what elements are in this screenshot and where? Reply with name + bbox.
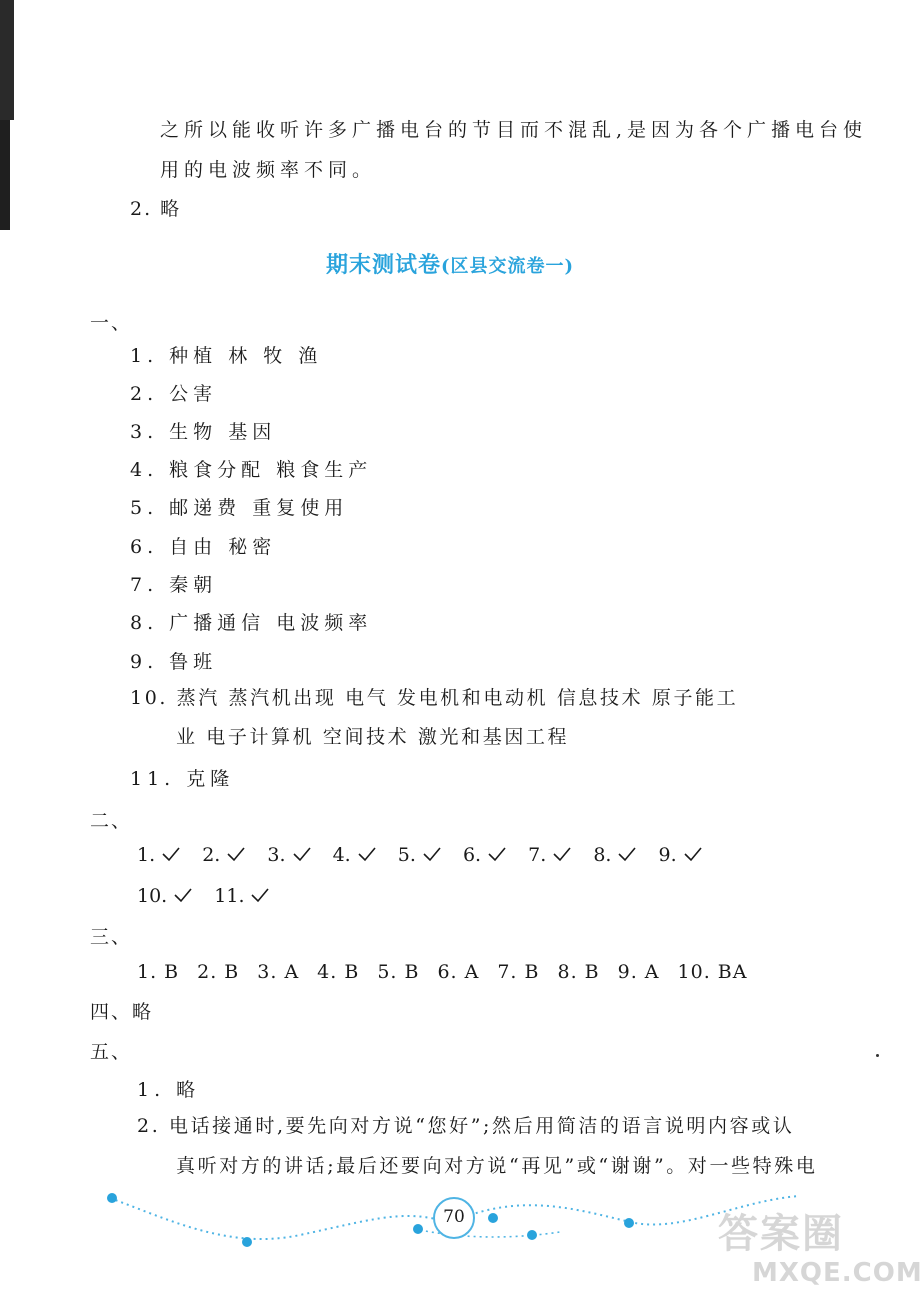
choice-answer: 2. B — [197, 961, 240, 983]
check-icon — [487, 845, 507, 863]
choice-answer: 4. B — [317, 961, 360, 983]
section-1-item-10-line-1: 10. 蒸汽 蒸汽机出现 电气 发电机和电动机 信息技术 原子能工 — [130, 687, 739, 709]
footer-dot — [242, 1237, 252, 1247]
section-1-item: 2. 公害 — [130, 383, 218, 405]
footer-dot — [488, 1213, 498, 1223]
section-1-item: 4. 粮食分配 粮食生产 — [130, 459, 373, 481]
section-2-row-1 — [137, 843, 703, 867]
section-1-item: 7. 秦朝 — [130, 574, 218, 596]
prev-answer-line-1: 之所以能收听许多广播电台的节目而不混乱,是因为各个广播电台使 — [160, 119, 868, 141]
choice-answer: 10. BA — [677, 961, 748, 983]
section-5-item-2-line-2: 真听对方的讲话;最后还要向对方说“再见”或“谢谢”。对一些特殊电 — [176, 1155, 818, 1177]
check-icon — [617, 845, 637, 863]
check-icon — [422, 845, 442, 863]
section-1-item: 8. 广播通信 电波频率 — [130, 612, 373, 634]
footer-dot — [527, 1230, 537, 1240]
check-icon — [357, 845, 377, 863]
check-icon — [161, 845, 181, 863]
check-icon — [173, 886, 193, 904]
footer-dot — [413, 1224, 423, 1234]
judgement-number: 2. — [202, 844, 221, 866]
title-sub: (区县交流卷一) — [440, 256, 575, 277]
watermark-logo: 答案圈 — [718, 1211, 844, 1257]
section-1-item: 6. 自由 秘密 — [130, 536, 277, 558]
judgement-number: 11. — [214, 885, 245, 907]
choice-answer: 6. A — [437, 961, 480, 983]
section-5-heading: 五、 — [90, 1041, 133, 1063]
choice-answer: 8. B — [557, 961, 600, 983]
prev-answer-line-2: 用的电波频率不同。 — [160, 159, 377, 181]
prev-answer-item-2: 2. 略 — [130, 198, 182, 220]
choice-answer: 1. B — [137, 961, 180, 983]
judgement-number: 8. — [593, 844, 612, 866]
section-2-row-2 — [137, 884, 285, 908]
check-icon — [226, 845, 246, 863]
section-4-heading: 四、略 — [90, 1001, 154, 1023]
judgement-number: 1. — [137, 844, 156, 866]
section-2-heading: 二、 — [90, 810, 133, 832]
check-icon — [552, 845, 572, 863]
judgement-number: 4. — [332, 844, 351, 866]
footer-dot — [624, 1218, 634, 1228]
judgement-number: 10. — [137, 885, 168, 907]
section-1-item: 9. 鲁班 — [130, 651, 218, 673]
binding-edge-shadow — [0, 0, 14, 120]
choice-answer: 3. A — [257, 961, 300, 983]
section-1-item: 3. 生物 基因 — [130, 421, 277, 443]
section-3-answers — [137, 960, 747, 984]
judgement-number: 7. — [528, 844, 547, 866]
check-icon — [683, 845, 703, 863]
watermark-url: MXQE.COM — [752, 1258, 923, 1288]
choice-answer: 5. B — [377, 961, 420, 983]
section-1-item: 1. 种植 林 牧 渔 — [130, 345, 323, 367]
footer-dot — [107, 1193, 117, 1203]
section-5-item-1: 1. 略 — [137, 1079, 201, 1101]
judgement-number: 6. — [462, 844, 482, 866]
section-1-item: 5. 邮递费 重复使用 — [130, 497, 349, 519]
page-number: 70 — [433, 1197, 475, 1239]
judgement-number: 5. — [397, 844, 416, 866]
title-main: 期末测试卷 — [325, 253, 441, 278]
section-5-item-2-line-1: 2. 电话接通时,要先向对方说“您好”;然后用简洁的语言说明内容或认 — [137, 1115, 795, 1137]
section-1-item-10-line-2: 业 电子计算机 空间技术 激光和基因工程 — [176, 726, 570, 748]
choice-answer: 9. A — [617, 961, 660, 983]
choice-answer: 7. B — [497, 961, 540, 983]
check-icon — [292, 845, 312, 863]
section-3-heading: 三、 — [90, 926, 133, 948]
judgement-number: 9. — [658, 844, 677, 866]
judgement-number: 3. — [267, 844, 286, 866]
section-1-item-11: 11. 克隆 — [130, 768, 235, 790]
stray-dot — [876, 1054, 879, 1057]
check-icon — [250, 886, 270, 904]
section-1-heading: 一、 — [90, 312, 133, 334]
section-title — [0, 248, 900, 279]
